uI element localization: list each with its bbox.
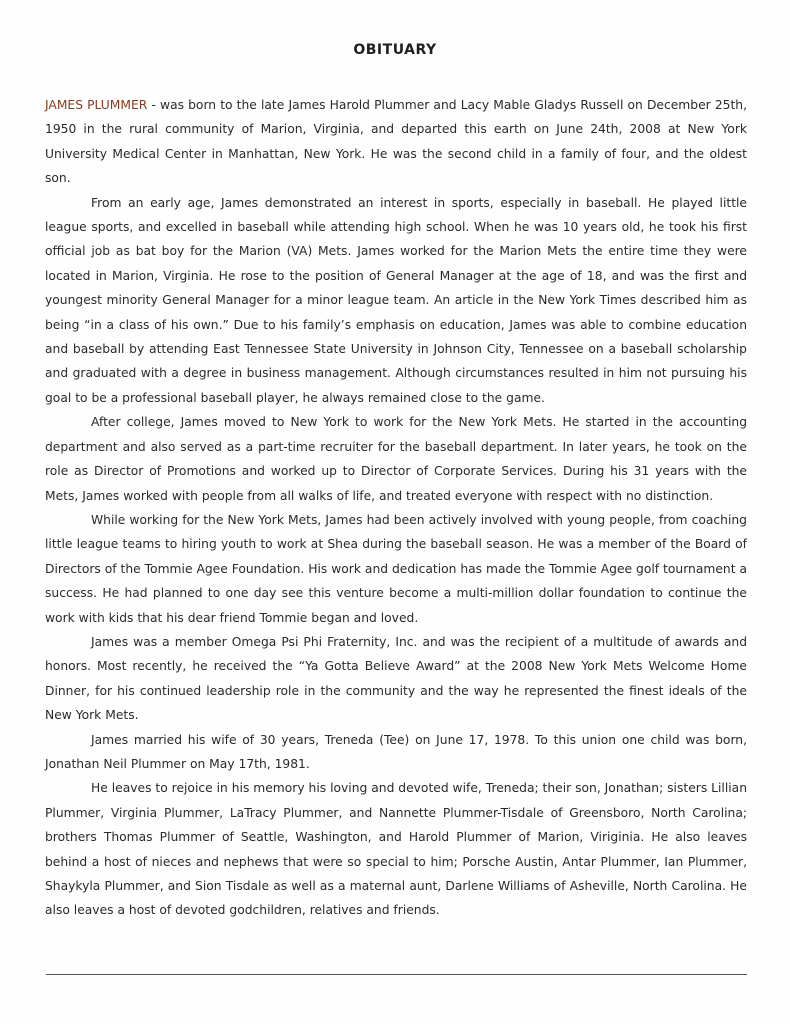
paragraph-early-life: From an early age, James demonstrated an interest in sports, especially in baseball. He played little league sports, and excelled in baseball while attending high school. When he was 10 years old, he took his first official job as bat boy for the Marion (VA) Mets. James worked for the Marion Mets the entire time they were located in Marion, Virginia. He rose to the position of General Manager at the age of 18, and was the first and youngest minority General Manager for a minor league team. An article in the New York Times described him as being “in a class of his own.” Due to his family’s emphasis on education, James was able to combine education and baseball by attending East Tennessee State University in Johnson City, Tennessee on a baseball scholarship and graduated with a degree in business management. Although circumstances resulted in him not pursuing his goal to be a professional baseball player, he always remained close to the game. xyxy=(45,195,747,405)
paragraph-marriage: James married his wife of 30 years, Treneda (Tee) on June 17, 1978. To this union one child was born, Jonathan Neil Plummer on May 17th, 1981. xyxy=(45,732,747,771)
paragraph-youth-work: While working for the New York Mets, James had been actively involved with young people, from coaching little league teams to hiring youth to work at Shea during the baseball season. He was a member of the Board of Directors of the Tommie Agee Foundation. His work and dedication has made the Tommie Agee golf tournament a success. He had planned to one day see this venture become a multi-million dollar foundation to continue the work with kids that his dear friend Tommie began and loved. xyxy=(45,512,747,625)
document-title: OBITUARY xyxy=(353,42,437,58)
footer-divider xyxy=(46,974,747,975)
paragraph-survivors: He leaves to rejoice in his memory his loving and devoted wife, Treneda; their son, Jonathan; sisters Lillian Plummer, Virginia Plummer, LaTracy Plummer, and Nannette Plummer-Tisdale of Greensboro, North Carolina; brothers Thomas Plummer of Seattle, Washington, and Harold Plummer of Marion, Viriginia. He also leaves behind a host of nieces and nephews that were so special to him; Porsche Austin, Antar Plummer, Ian Plummer, Shaykyla Plummer, and Sion Tisdale as well as a maternal aunt, Darlene Williams of Asheville, North Carolina. He also leaves a host of devoted godchildren, relatives and friends. xyxy=(45,781,747,918)
deceased-name: JAMES PLUMMER xyxy=(45,98,148,112)
paragraph-honors: James was a member Omega Psi Phi Fraternity, Inc. and was the recipient of a multitude of awards and honors. Most recently, he received the “Ya Gotta Believe Award” at the 2008 New York Mets Welcome Home Dinner, for his continued leadership role in the community and the way he represented the finest ideals of the New York Mets. xyxy=(45,634,747,723)
lead-paragraph xyxy=(45,93,747,191)
obituary-body xyxy=(45,93,747,923)
lead-paragraph-text: - was born to the late James Harold Plummer and Lacy Mable Gladys Russell on December 25th, 1950 in the rural community of Marion, Virginia, and departed this earth on June 24th, 2008 at New York University Medical Center in Manhattan, New York. He was the second child in a family of four, and the oldest son. xyxy=(45,98,747,186)
paragraph-career: After college, James moved to New York to work for the New York Mets. He started in the accounting department and also served as a part-time recruiter for the baseball department. In later years, he took on the role as Director of Promotions and worked up to Director of Corporate Services. During his 31 years with the Mets, James worked with people from all walks of life, and treated everyone with respect with no distinction. xyxy=(45,415,747,503)
